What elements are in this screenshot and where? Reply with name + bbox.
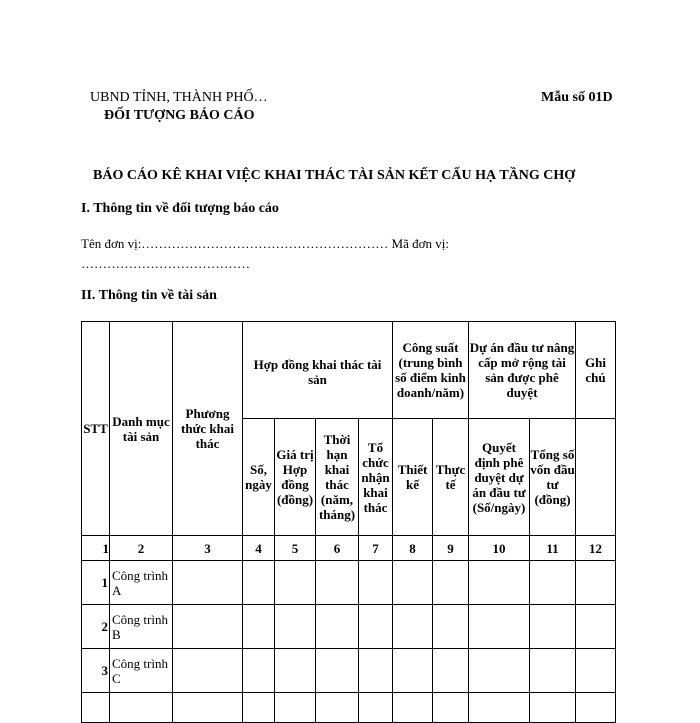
table-cell[interactable]	[243, 693, 275, 723]
col-header-method: Phương thức khai thác	[173, 322, 243, 536]
form-code: Mẫu số 01D	[541, 90, 613, 105]
table-cell[interactable]	[275, 605, 316, 649]
table-cell[interactable]	[275, 649, 316, 693]
table-cell[interactable]	[393, 561, 433, 605]
table-cell[interactable]	[469, 561, 530, 605]
table-cell[interactable]	[433, 605, 469, 649]
table-cell[interactable]	[316, 649, 359, 693]
table-cell[interactable]	[576, 693, 616, 723]
table-row	[82, 693, 616, 723]
col-header-project-decision: Quyết định phê duyệt dự án đầu tư (Số/ngày)	[469, 419, 530, 536]
table-cell[interactable]	[469, 605, 530, 649]
col-header-contract-term: Thời hạn khai thác (năm, tháng)	[316, 419, 359, 536]
table-cell[interactable]	[243, 605, 275, 649]
table-cell[interactable]	[576, 605, 616, 649]
section2-heading: II. Thông tin về tài sản	[81, 288, 217, 303]
table-cell[interactable]	[275, 693, 316, 723]
table-cell[interactable]	[393, 649, 433, 693]
row-stt: 3	[82, 649, 110, 693]
table-cell[interactable]	[359, 693, 393, 723]
table-cell[interactable]	[433, 693, 469, 723]
table-cell[interactable]	[393, 605, 433, 649]
row-asset-name: Công trình C	[110, 649, 173, 693]
unit-name-line: Tên đơn vị:………………………………………………… Mã đơn vị:	[81, 236, 449, 251]
column-number: 3	[173, 536, 243, 561]
column-number: 11	[530, 536, 576, 561]
header-row-1	[82, 322, 616, 419]
table-cell[interactable]	[173, 693, 243, 723]
column-number: 1	[82, 536, 110, 561]
table-row	[82, 605, 616, 649]
table-cell[interactable]	[530, 605, 576, 649]
column-number: 8	[393, 536, 433, 561]
col-header-capacity-actual: Thực tế	[433, 419, 469, 536]
row-stt: 1	[82, 561, 110, 605]
col-header-capacity-group: Công suất (trung bình số điểm kinh doanh/năm)	[393, 322, 469, 419]
unit-name-line-continued: …………………………………	[81, 256, 250, 271]
column-number: 4	[243, 536, 275, 561]
table-cell[interactable]	[316, 693, 359, 723]
column-number: 6	[316, 536, 359, 561]
table-cell[interactable]	[433, 561, 469, 605]
col-header-stt: STT	[82, 322, 110, 536]
table-cell[interactable]	[173, 649, 243, 693]
table-cell[interactable]	[316, 605, 359, 649]
table-cell[interactable]	[243, 649, 275, 693]
table-row	[82, 649, 616, 693]
table-cell[interactable]	[359, 649, 393, 693]
col-header-contract-value: Giá trị Hợp đồng (đồng)	[275, 419, 316, 536]
table-cell[interactable]	[110, 693, 173, 723]
agency-name: UBND TỈNH, THÀNH PHỐ…	[90, 90, 268, 105]
table-cell[interactable]	[530, 561, 576, 605]
table-cell[interactable]	[173, 561, 243, 605]
column-number: 12	[576, 536, 616, 561]
table-cell[interactable]	[359, 605, 393, 649]
col-header-note-blank	[576, 419, 616, 536]
column-number: 9	[433, 536, 469, 561]
column-number: 2	[110, 536, 173, 561]
row-asset-name: Công trình B	[110, 605, 173, 649]
table-cell[interactable]	[576, 561, 616, 605]
table-cell[interactable]	[275, 561, 316, 605]
column-number: 7	[359, 536, 393, 561]
column-number: 10	[469, 536, 530, 561]
table-cell[interactable]	[393, 693, 433, 723]
col-header-capacity-design: Thiết kế	[393, 419, 433, 536]
col-header-project-capital: Tổng số vốn đầu tư (đồng)	[530, 419, 576, 536]
column-number-row	[82, 536, 616, 561]
row-stt: 2	[82, 605, 110, 649]
col-header-contract-no: Số, ngày	[243, 419, 275, 536]
table-cell[interactable]	[469, 693, 530, 723]
report-title: BÁO CÁO KÊ KHAI VIỆC KHAI THÁC TÀI SẢN KẾT CẤU HẠ TẦNG CHỢ	[93, 168, 576, 183]
table-cell[interactable]	[530, 693, 576, 723]
table-row	[82, 561, 616, 605]
table-cell[interactable]	[243, 561, 275, 605]
col-header-note: Ghi chú	[576, 322, 616, 419]
col-header-contract-group: Hợp đồng khai thác tài sản	[243, 322, 393, 419]
table-cell[interactable]	[316, 561, 359, 605]
column-number: 5	[275, 536, 316, 561]
table-cell[interactable]	[433, 649, 469, 693]
table-cell[interactable]	[173, 605, 243, 649]
table-cell[interactable]	[576, 649, 616, 693]
asset-table	[81, 321, 616, 723]
table-cell[interactable]	[359, 561, 393, 605]
row-asset-name: Công trình A	[110, 561, 173, 605]
table-cell[interactable]	[82, 693, 110, 723]
col-header-project-group: Dự án đầu tư nâng cấp mở rộng tài sản được phê duyệt	[469, 322, 576, 419]
table-cell[interactable]	[530, 649, 576, 693]
reporting-entity-label: ĐỐI TƯỢNG BÁO CÁO	[104, 108, 255, 123]
col-header-contract-org: Tổ chức nhận khai thác	[359, 419, 393, 536]
table-cell[interactable]	[469, 649, 530, 693]
section1-heading: I. Thông tin về đối tượng báo cáo	[81, 201, 279, 216]
col-header-asset-category: Danh mục tài sản	[110, 322, 173, 536]
